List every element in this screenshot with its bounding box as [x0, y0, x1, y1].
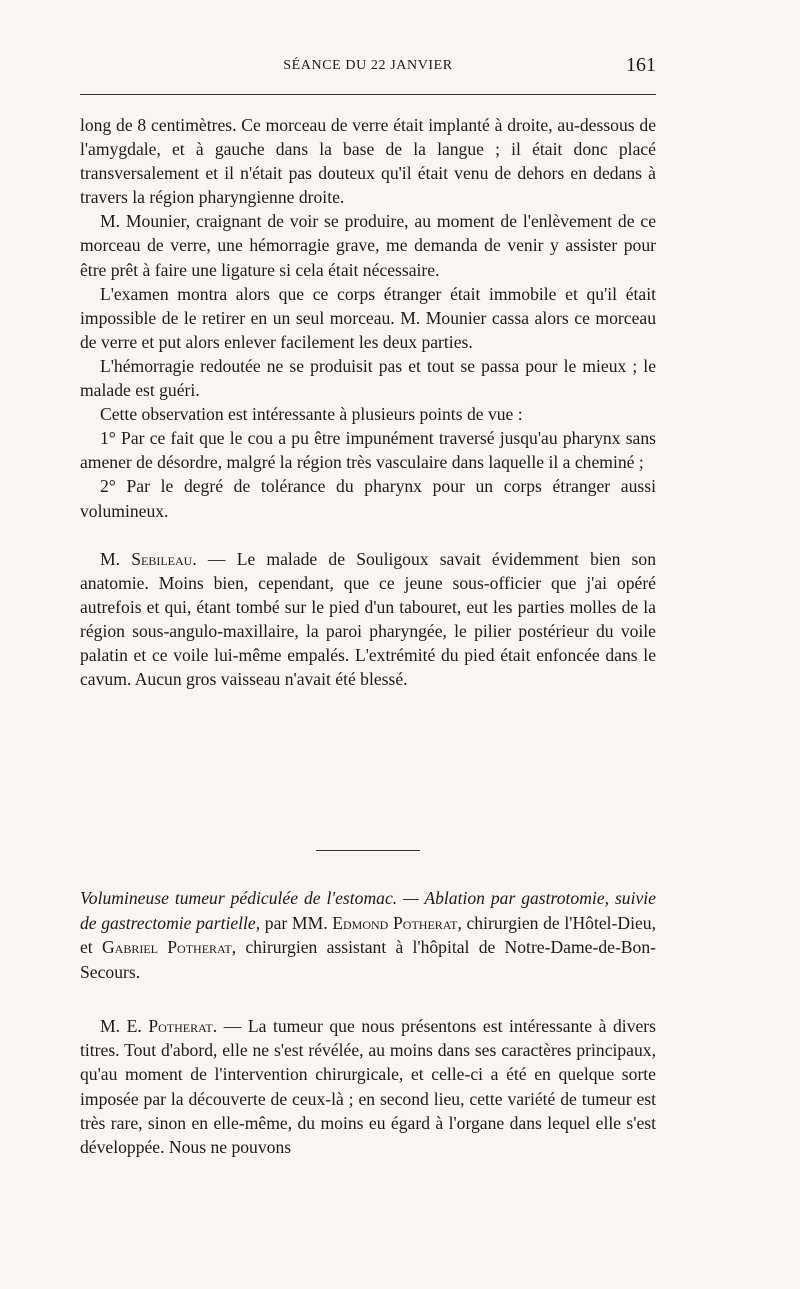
section-separator [316, 850, 420, 851]
page-number: 161 [626, 54, 656, 76]
paragraph-gap [80, 523, 656, 547]
author-1: Edmond Potherat [332, 912, 458, 933]
speaker-name-2: Potherat [148, 1016, 213, 1036]
article-title [80, 886, 656, 984]
header-title: SÉANCE DU 22 JANVIER [283, 58, 453, 73]
speaker-name: Sebileau [131, 548, 193, 569]
paragraph-1: long de 8 centimètres. Ce morceau de verre était implanté à droite, au-dessous de l'amygdale, et à gauche dans la base de la langue ; il était donc placé transversalement et il n'était pas douteux qu'il était venu de dehors en dedans à travers la région pharyngienne droite. [80, 115, 656, 208]
paragraph-2: M. Mounier, craignant de voir se produire, au moment de l'enlèvement de ce morceau de verre, une hémorragie grave, me demanda de venir y assister pour être prêt à faire une ligature si cela était nécessaire. [80, 211, 656, 280]
title-italic-1: Volumineuse tumeur pédiculée de l'estomac. — Ablation par gastrotomie, [80, 888, 610, 908]
body-text [80, 113, 656, 691]
body-text-2 [80, 1014, 656, 1159]
paragraph-5: Cette observation est intéressante à plusieurs points de vue : [100, 404, 523, 425]
article-title-text [80, 886, 656, 984]
potherat-prefix: M. E. [100, 1016, 149, 1036]
author-2-role: , chirurgien assistant à l'hôpital de Notre-Dame-de-Bon-Secours. [80, 937, 656, 982]
running-header [80, 52, 656, 82]
potherat-paragraph [80, 1014, 656, 1159]
paragraph-6: 1° Par ce fait que le cou a pu être impunément traversé jusqu'au pharynx sans amener de désordre, malgré la région très vasculaire dans laquelle il a cheminé ; [80, 428, 656, 473]
paragraph-7: 2° Par le degré de tolérance du pharynx pour un corps étranger aussi volumineux. [80, 476, 656, 521]
author-1-role: , chirurgien de l'Hôtel-Dieu, et [80, 912, 656, 957]
paragraph-4: L'hémorragie redoutée ne se produisit pas et tout se passa pour le mieux ; le malade est guéri. [80, 355, 656, 401]
sebileau-prefix: M. [100, 548, 132, 569]
header-rule [80, 94, 656, 95]
sebileau-paragraph [80, 547, 656, 692]
author-2: Gabriel Potherat [101, 937, 232, 957]
title-italic-2: suivie de gastrectomie partielle, [80, 888, 656, 933]
potherat-text: . — La tumeur que nous présentons est intéressante à divers titres. Tout d'abord, elle ne s'est révélée, au moins dans ses caractères principaux, qu'au moment de l'intervention chirurgicale, et celle-ci a été en quelque sorte imposée par la découverte de ceux-là ; en second lieu, cette variété de tumeur est très rare, sinon en elle-même, du moins eu égard à l'organe dans lequel elle s'est développée. Nous ne pouvons [80, 1016, 657, 1158]
paragraph-3: L'examen montra alors que ce corps étranger était immobile et qu'il était impossible de le retirer en un seul morceau. M. Mounier cassa alors ce morceau de verre et put alors enlever facilement les deux parties. [80, 283, 656, 352]
title-by: par MM. [260, 912, 333, 933]
sebileau-text: . — Le malade de Souligoux savait évidemment bien son anatomie. Moins bien, cependant, que ce jeune sous-officier que j'ai opéré autrefois et qui, étant tombé sur le pied d'un tabouret, eut les parties molles de la région sous-angulo-maxillaire, la paroi pharyngée, le pilier postérieur du voile palatin et ce voile lui-même empalés. L'extrémité du pied était enfoncée dans le cavum. Aucun gros vaisseau n'avait été blessé. [80, 548, 656, 690]
